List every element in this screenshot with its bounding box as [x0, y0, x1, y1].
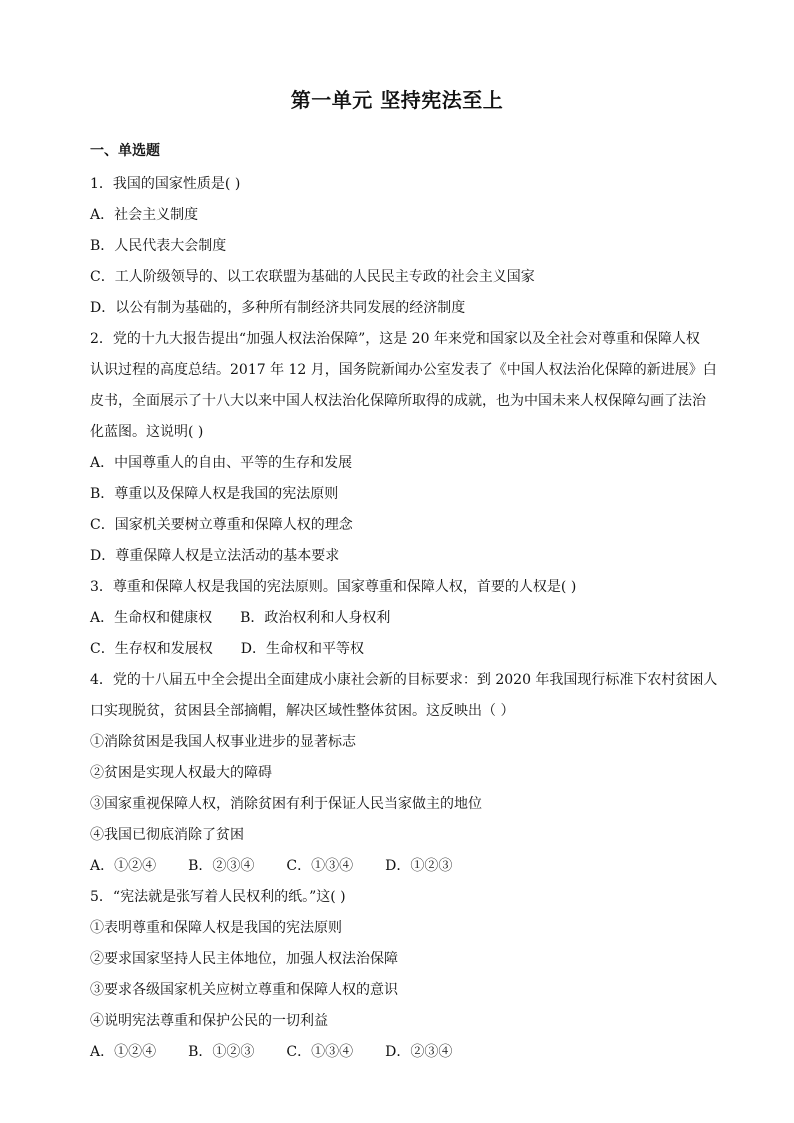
- question-1-option-a: A．社会主义制度: [90, 207, 199, 223]
- question-2-stem-line-3: 皮书，全面展示了十八大以来中国人权法治化保障所取得的成就，也为中国未来人权保障勾画了法治: [90, 393, 706, 409]
- question-4-statement-2: ②贫困是实现人权最大的障碍: [90, 765, 272, 781]
- question-2-stem-line-1: 2．党的十九大报告提出“加强人权法治保障”，这是 20 年来党和国家以及全社会对尊重和保障人权: [90, 331, 700, 347]
- question-4-option-c: C．①③④: [286, 858, 354, 874]
- question-3-option-d: D．生命权和平等权: [240, 641, 364, 657]
- question-3-option-c: C．生存权和发展权: [90, 641, 213, 657]
- question-2-stem-line-4: 化蓝图。这说明( ): [90, 424, 204, 440]
- question-2-option-b: B．尊重以及保障人权是我国的宪法原则: [90, 486, 339, 502]
- question-1-option-c: C．工人阶级领导的、以工农联盟为基础的人民民主专政的社会主义国家: [90, 269, 535, 285]
- question-4-statement-3: ③国家重视保障人权，消除贫困有利于保证人民当家做主的地位: [90, 796, 482, 812]
- question-5-option-d: D．②③④: [385, 1044, 453, 1060]
- page-title: 第一单元 坚持宪法至上: [290, 88, 504, 112]
- question-5-options-row: [90, 1037, 704, 1068]
- section-heading: 一、单选题: [90, 143, 160, 159]
- question-4-option-d: D．①②③: [385, 858, 453, 874]
- question-4-statement-4: ④我国已彻底消除了贫困: [90, 827, 244, 843]
- question-3-option-b: B．政治权利和人身权利: [240, 610, 391, 626]
- question-2-option-c: C．国家机关要树立尊重和保障人权的理念: [90, 517, 353, 533]
- question-1-stem: 1．我国的国家性质是( ): [90, 176, 241, 192]
- question-3-stem: 3．尊重和保障人权是我国的宪法原则。国家尊重和保障人权，首要的人权是( ): [90, 579, 577, 595]
- question-2-option-d: D．尊重保障人权是立法活动的基本要求: [90, 548, 340, 564]
- question-4-stem-line-1: 4．党的十八届五中全会提出全面建成小康社会新的目标要求：到 2020 年我国现行标准下农村贫困人: [90, 672, 718, 688]
- question-5-statement-4: ④说明宪法尊重和保护公民的一切利益: [90, 1013, 328, 1029]
- question-3-options-row-2: [90, 634, 704, 665]
- question-2-stem-line-2: 认识过程的高度总结。2017 年 12 月，国务院新闻办公室发表了《中国人权法治化保障的新进展》白: [90, 362, 717, 378]
- question-4-stem-line-2: 口实现脱贫，贫困县全部摘帽，解决区域性整体贫困。这反映出（ ）: [90, 703, 515, 719]
- question-5-statement-3: ③要求各级国家机关应树立尊重和保障人权的意识: [90, 982, 398, 998]
- question-4-options-row: [90, 851, 704, 882]
- question-5-option-a: A．①②④: [90, 1044, 157, 1060]
- question-5-statement-1: ①表明尊重和保障人权是我国的宪法原则: [90, 920, 342, 936]
- question-4-option-a: A．①②④: [90, 858, 157, 874]
- question-5-stem: 5．“宪法就是张写着人民权利的纸。”这( ): [90, 889, 346, 905]
- question-5-statement-2: ②要求国家坚持人民主体地位，加强人权法治保障: [90, 951, 398, 967]
- question-list: [90, 141, 718, 1068]
- question-3-option-a: A．生命权和健康权: [90, 610, 213, 626]
- question-1-option-b: B．人民代表大会制度: [90, 238, 227, 254]
- question-4-statement-1: ①消除贫困是我国人权事业进步的显著标志: [90, 734, 356, 750]
- question-2-option-a: A．中国尊重人的自由、平等的生存和发展: [90, 455, 353, 471]
- question-4-option-b: B．②③④: [188, 858, 255, 874]
- question-5-option-c: C．①③④: [286, 1044, 354, 1060]
- question-3-options-row-1: [90, 603, 704, 634]
- question-1-option-d: D．以公有制为基础的，多种所有制经济共同发展的经济制度: [90, 300, 466, 316]
- question-5-option-b: B．①②③: [188, 1044, 255, 1060]
